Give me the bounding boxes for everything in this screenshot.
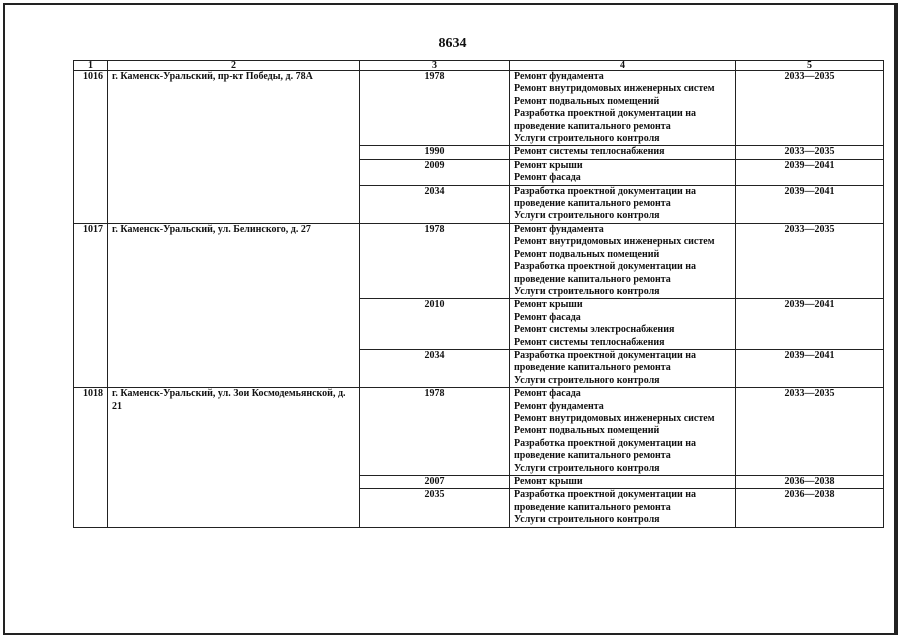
- repair-work-item: Ремонт системы теплоснабжения: [514, 336, 665, 348]
- repair-work-item: проведение капитального ремонта: [514, 362, 671, 374]
- row-number: 1018: [74, 388, 108, 527]
- repair-work-item: Ремонт подвальных помещений: [514, 248, 660, 260]
- table-row: [74, 71, 884, 146]
- planned-period: 2036—2038: [736, 489, 884, 527]
- last-repair-year: 1978: [360, 388, 510, 476]
- repair-works-list: [510, 388, 736, 476]
- repair-work-item: Ремонт системы теплоснабжения: [514, 146, 665, 158]
- repair-work-item: Разработка проектной документации на: [514, 108, 697, 120]
- column-header-5: 5: [736, 61, 884, 71]
- planned-period: 2033—2035: [736, 146, 884, 159]
- repair-work-item: Разработка проектной документации на: [514, 261, 697, 273]
- repair-work-item: проведение капитального ремонта: [514, 198, 671, 210]
- repair-works-list: [510, 223, 736, 298]
- repair-work-item: Услуги строительного контроля: [514, 514, 660, 526]
- column-header-3: 3: [360, 61, 510, 71]
- repair-work-item: Ремонт системы электроснабжения: [514, 324, 675, 336]
- repair-work-item: Ремонт подвальных помещений: [514, 95, 660, 107]
- repair-work-item: Услуги строительного контроля: [514, 374, 660, 386]
- repair-work-item: Услуги строительного контроля: [514, 210, 660, 222]
- repair-works-list: [510, 159, 736, 185]
- planned-period: 2033—2035: [736, 388, 884, 476]
- last-repair-year: 2034: [360, 185, 510, 223]
- repair-work-item: Ремонт внутридомовых инженерных систем: [514, 83, 715, 95]
- repair-works-list: [510, 476, 736, 489]
- last-repair-year: 2009: [360, 159, 510, 185]
- repair-work-item: Ремонт фундамента: [514, 223, 604, 235]
- repair-works-list: [510, 349, 736, 387]
- repair-work-item: проведение капитального ремонта: [514, 273, 671, 285]
- repair-works-list: [510, 185, 736, 223]
- last-repair-year: 1978: [360, 71, 510, 146]
- table-row: [74, 388, 884, 476]
- building-address: г. Каменск-Уральский, пр-кт Победы, д. 78А: [108, 71, 360, 224]
- last-repair-year: 2035: [360, 489, 510, 527]
- building-address: г. Каменск-Уральский, ул. Белинского, д. 27: [108, 223, 360, 387]
- repair-work-item: Ремонт внутридомовых инженерных систем: [514, 412, 715, 424]
- planned-period: 2039—2041: [736, 349, 884, 387]
- last-repair-year: 1978: [360, 223, 510, 298]
- repair-work-item: Ремонт фасада: [514, 388, 581, 400]
- row-number: 1016: [74, 71, 108, 224]
- repair-work-item: Услуги строительного контроля: [514, 133, 660, 145]
- capital-repair-table: [73, 60, 884, 528]
- repair-work-item: Ремонт подвальных помещений: [514, 425, 660, 437]
- page-number: 8634: [438, 36, 467, 51]
- repair-work-item: Ремонт крыши: [514, 299, 583, 311]
- repair-work-item: Ремонт крыши: [514, 476, 583, 487]
- repair-work-item: Ремонт внутридомовых инженерных систем: [514, 236, 715, 248]
- repair-work-item: Разработка проектной документации на: [514, 489, 697, 501]
- table-header: [74, 61, 884, 71]
- planned-period: 2036—2038: [736, 476, 884, 489]
- building-address: г. Каменск-Уральский, ул. Зои Космодемьянской, д. 21: [108, 388, 360, 527]
- repair-work-item: Ремонт крыши: [514, 159, 583, 171]
- column-header-2: 2: [108, 61, 360, 71]
- repair-work-item: Ремонт фасада: [514, 311, 581, 323]
- last-repair-year: 1990: [360, 146, 510, 159]
- repair-work-item: проведение капитального ремонта: [514, 120, 671, 132]
- planned-period: 2039—2041: [736, 299, 884, 350]
- planned-period: 2033—2035: [736, 71, 884, 146]
- repair-work-item: Услуги строительного контроля: [514, 285, 660, 297]
- repair-work-item: Ремонт фасада: [514, 172, 581, 184]
- last-repair-year: 2007: [360, 476, 510, 489]
- repair-work-item: проведение капитального ремонта: [514, 501, 671, 513]
- last-repair-year: 2034: [360, 349, 510, 387]
- planned-period: 2039—2041: [736, 185, 884, 223]
- row-number: 1017: [74, 223, 108, 387]
- repair-work-item: Услуги строительного контроля: [514, 462, 660, 474]
- repair-works-list: [510, 146, 736, 159]
- table-row: [74, 223, 884, 298]
- repair-work-item: проведение капитального ремонта: [514, 450, 671, 462]
- repair-work-item: Разработка проектной документации на: [514, 185, 697, 197]
- planned-period: 2039—2041: [736, 159, 884, 185]
- repair-works-list: [510, 299, 736, 350]
- column-header-1: 1: [74, 61, 108, 71]
- repair-work-item: Ремонт фундамента: [514, 71, 604, 82]
- repair-work-item: Ремонт фундамента: [514, 400, 604, 412]
- repair-work-item: Разработка проектной документации на: [514, 437, 697, 449]
- repair-work-item: Разработка проектной документации на: [514, 349, 697, 361]
- planned-period: 2033—2035: [736, 223, 884, 298]
- repair-works-list: [510, 71, 736, 146]
- repair-works-list: [510, 489, 736, 527]
- last-repair-year: 2010: [360, 299, 510, 350]
- column-header-4: 4: [510, 61, 736, 71]
- table-body: [74, 71, 884, 528]
